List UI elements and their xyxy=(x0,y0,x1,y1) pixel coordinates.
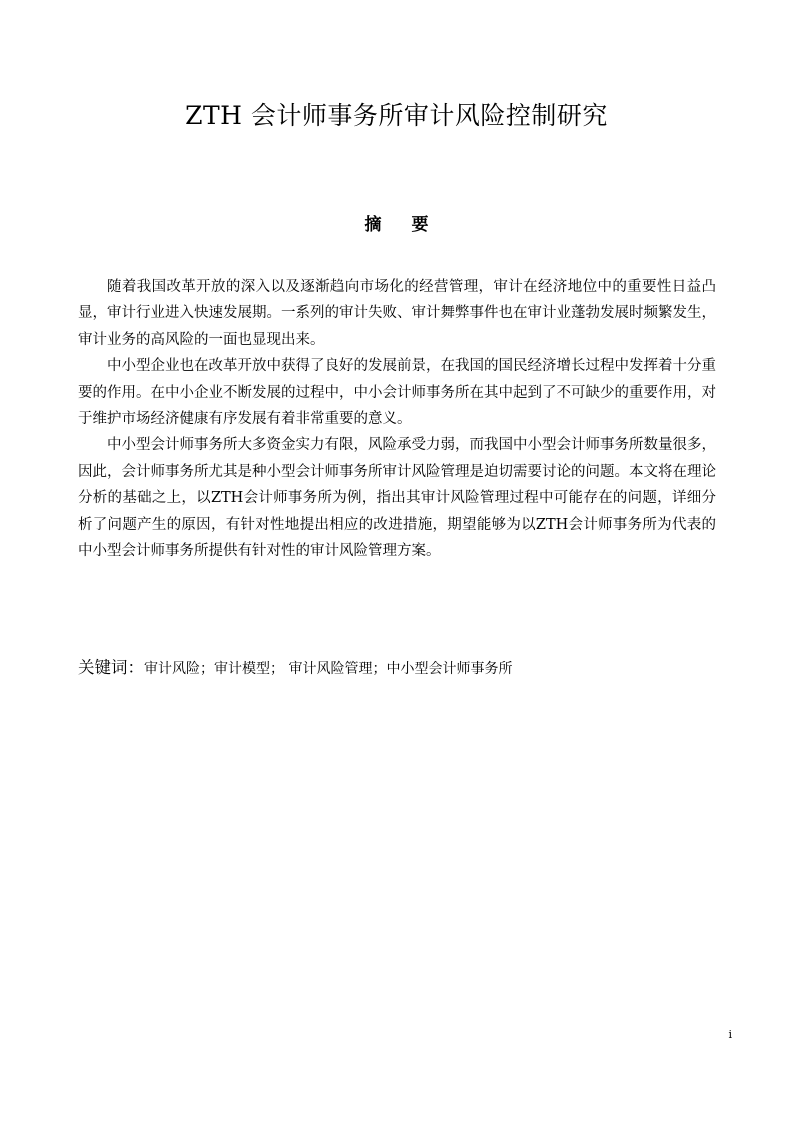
keywords-label: 关键词： xyxy=(78,658,144,677)
abstract-body xyxy=(78,274,716,564)
abstract-heading: 摘要 xyxy=(364,215,459,235)
abstract-paragraph: 中小型企业也在改革开放中获得了良好的发展前景，在我国的国民经济增长过程中发挥着十分重要的作用。在中小企业不断发展的过程中，中小会计师事务所在其中起到了不可缺少的重要作用，对于维护市场经济健康有序发展有着非常重要的意义。 xyxy=(78,358,716,428)
abstract-paragraph: 随着我国改革开放的深入以及逐渐趋向市场化的经营管理，审计在经济地位中的重要性日益凸显，审计行业进入快速发展期。一系列的审计失败、审计舞弊事件也在审计业蓬勃发展时频繁发生，审计业务的高风险的一面也显现出来。 xyxy=(78,279,716,348)
keywords-line xyxy=(78,656,728,681)
document-title: ZTH 会计师事务所审计风险控制研究 xyxy=(185,101,608,130)
page-number: i xyxy=(728,1028,732,1041)
keywords-value: 审计风险；审计模型； 审计风险管理；中小型会计师事务所 xyxy=(144,661,513,677)
abstract-paragraph: 中小型会计师事务所大多资金实力有限，风险承受力弱，而我国中小型会计师事务所数量很多，因此，会计师事务所尤其是种小型会计师事务所审计风险管理是迫切需要讨论的问题。本文将在理论分析的基础之上，以ZTH会计师事务所为例，指出其审计风险管理过程中可能存在的问题，详细分析了问题产生的原因，有针对性地提出相应的改进措施，期望能够为以ZTH会计师事务所为代表的中小型会计师事务所提供有针对性的审计风险管理方案。 xyxy=(78,437,716,560)
